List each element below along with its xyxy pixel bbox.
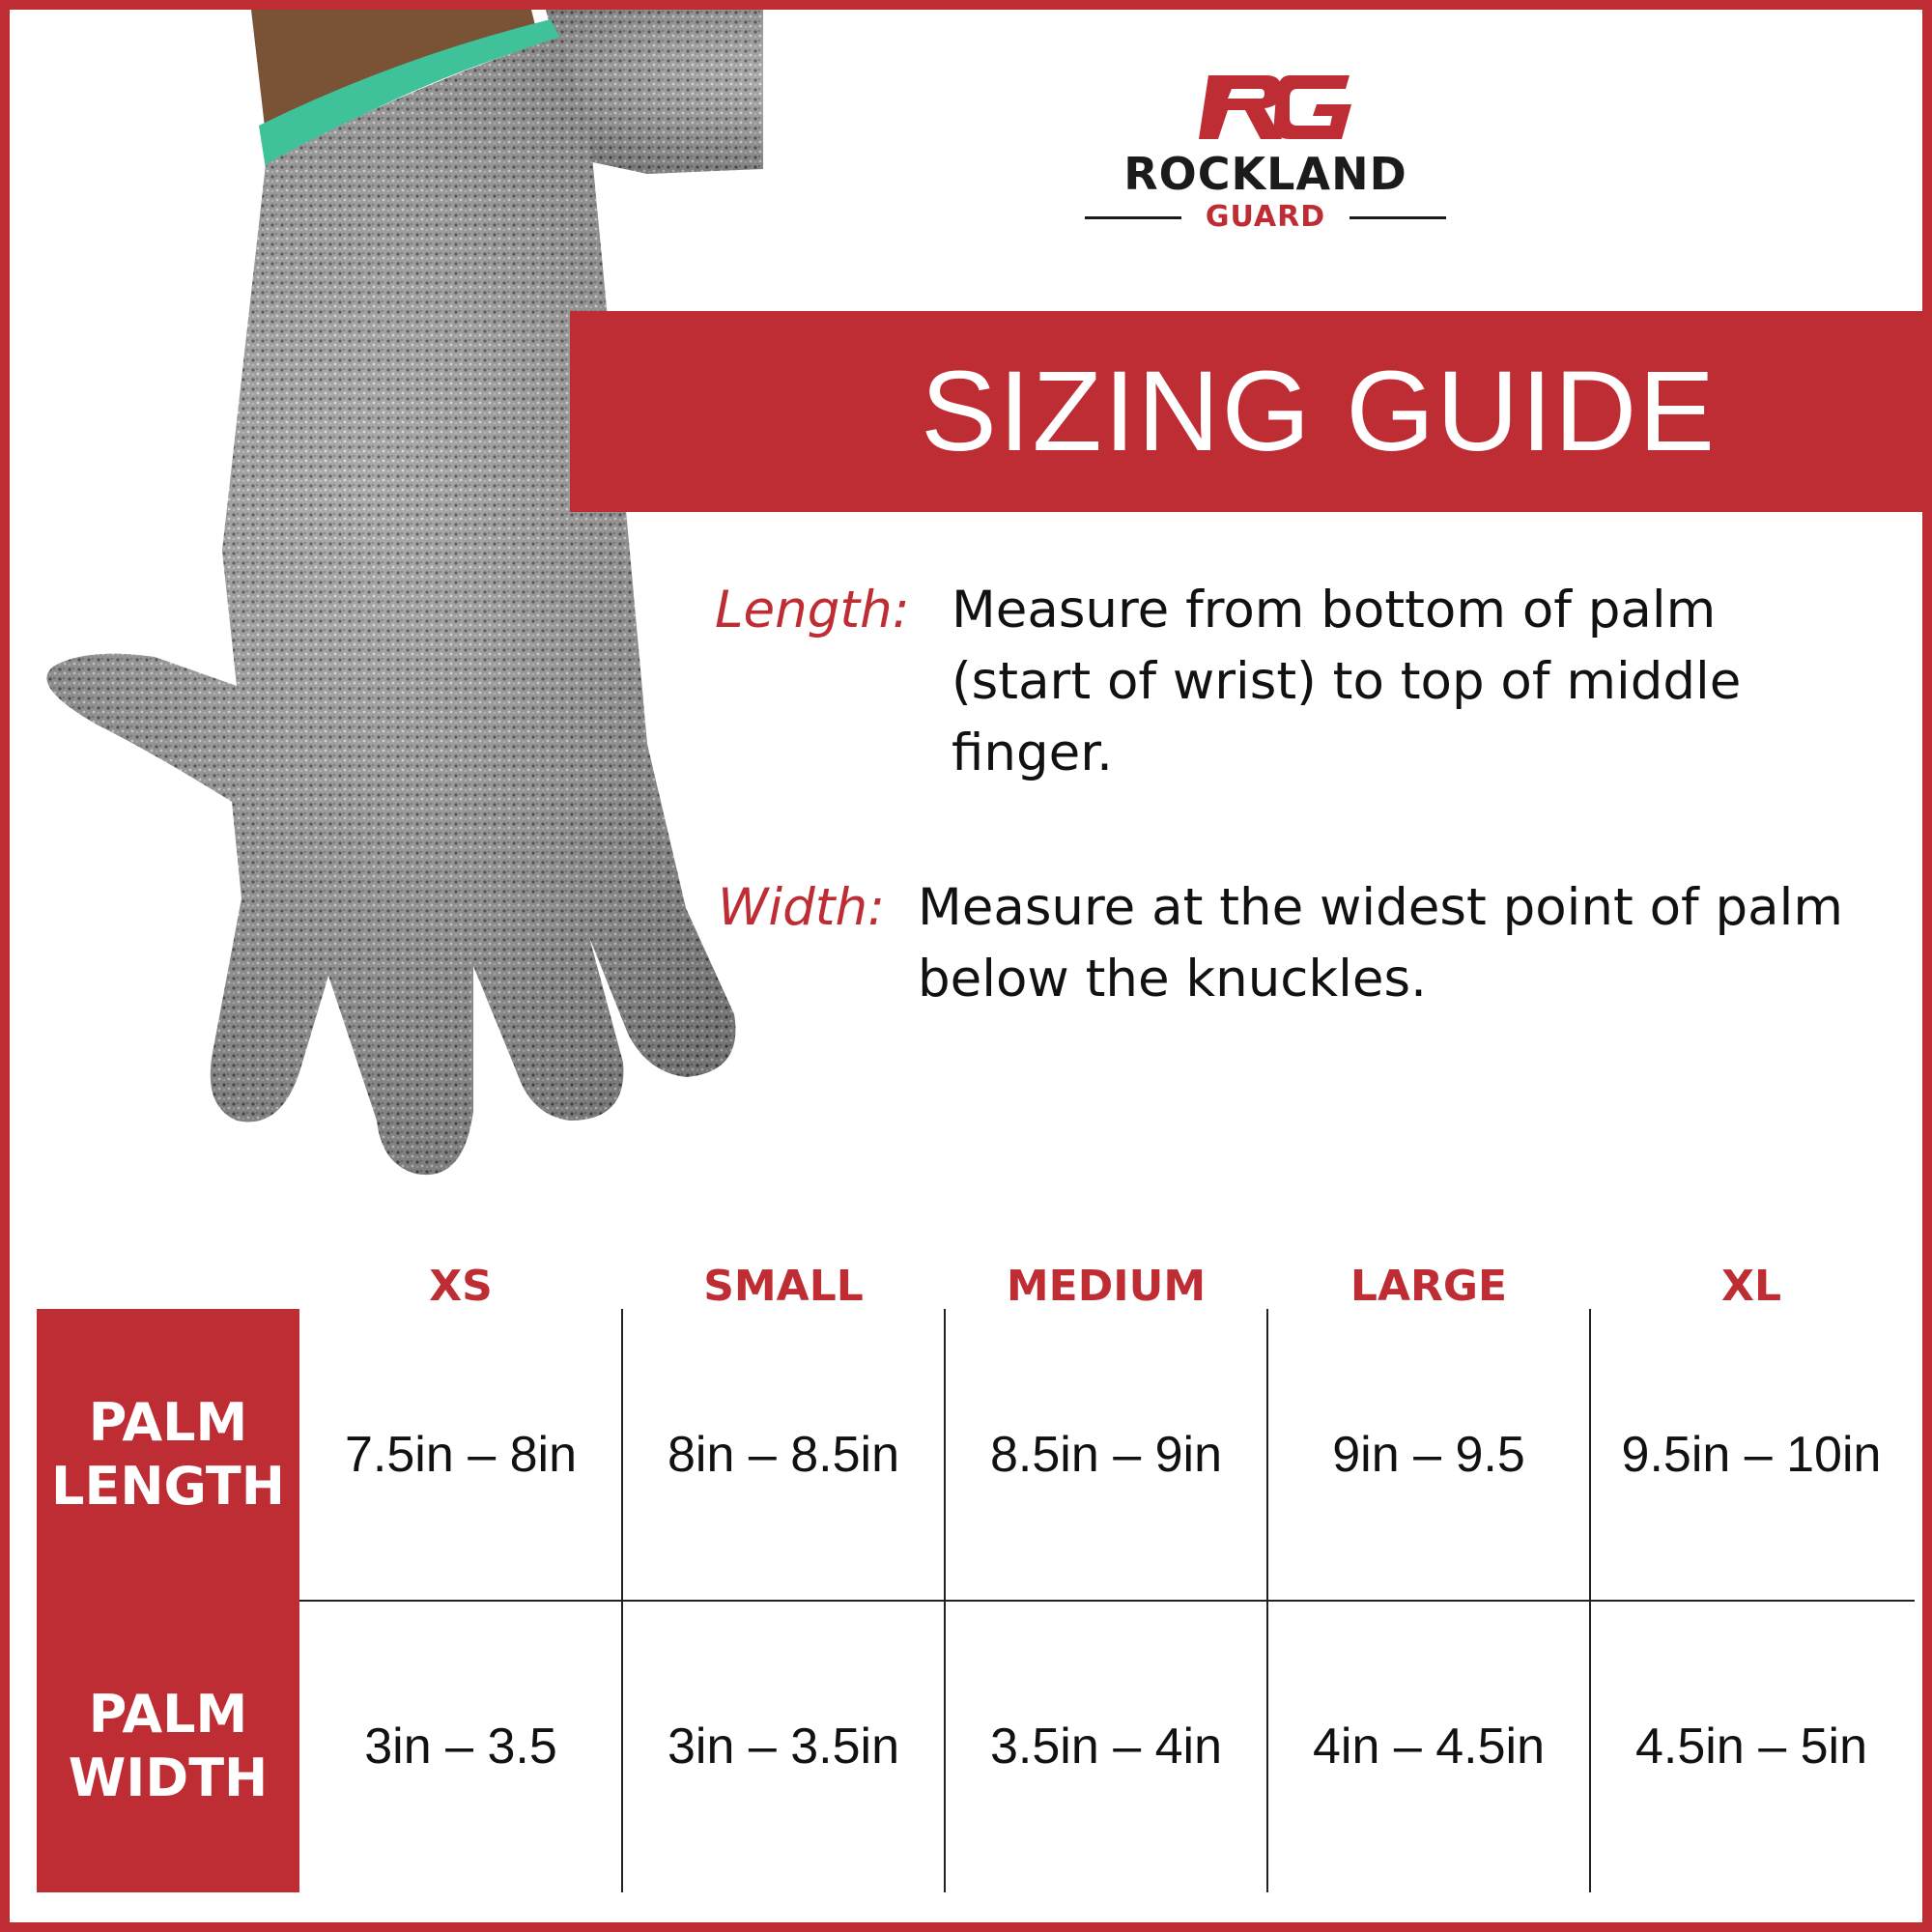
column-header-large: LARGE [1350, 1262, 1508, 1311]
table-cell: 8.5in – 9in [990, 1427, 1222, 1483]
logo-subword: GUARD [1205, 200, 1326, 234]
logo-wordmark: ROCKLAND [1123, 148, 1407, 200]
length-label: Length: [715, 581, 910, 639]
table-cell: 8in – 8.5in [668, 1427, 899, 1483]
column-header-xl: XL [1721, 1262, 1781, 1311]
table-cell: 7.5in – 8in [345, 1427, 577, 1483]
page-title: SIZING GUIDE [921, 348, 1717, 475]
table-cell: 3in – 3.5 [364, 1719, 557, 1775]
column-header-small: SMALL [703, 1262, 864, 1311]
table-row-divider [299, 1600, 1915, 1602]
column-header-medium: MEDIUM [1006, 1262, 1207, 1311]
row-header-palm-width: PALM WIDTH [37, 1601, 299, 1892]
rg-monogram-icon [1189, 70, 1353, 143]
table-cell: 4.5in – 5in [1635, 1719, 1867, 1775]
logo-subline [1077, 199, 1454, 238]
title-banner [570, 311, 1932, 512]
width-label: Width: [718, 878, 886, 937]
width-instruction: Measure at the widest point of palm below the knuckles. [918, 878, 1844, 1009]
table-cell: 3.5in – 4in [990, 1719, 1222, 1775]
length-instruction: Measure from bottom of palm (start of wrist) to top of middle finger. [952, 581, 1742, 782]
rockland-guard-logo [1077, 70, 1454, 234]
logo-rule-right [1350, 216, 1446, 219]
table-cell: 4in – 4.5in [1313, 1719, 1545, 1775]
table-cell: 9.5in – 10in [1621, 1427, 1882, 1483]
table-cell: 9in – 9.5 [1332, 1427, 1525, 1483]
row-header-palm-length: PALM LENGTH [37, 1309, 299, 1601]
column-header-xs: XS [429, 1262, 493, 1311]
table-cell: 3in – 3.5in [668, 1719, 899, 1775]
glove-illustration [10, 10, 763, 1198]
